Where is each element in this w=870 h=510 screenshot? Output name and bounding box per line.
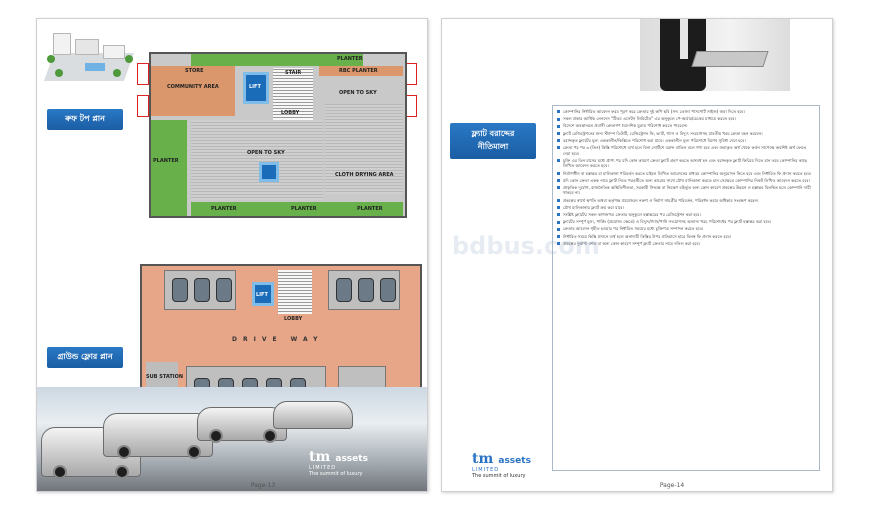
roof-plan-drawing [149,52,407,218]
policy-item: কোম্পানির নির্ধারিত আবেদন ফরম পূরণ করে ক্রেতার দুই কপি ছবি (সদ্য তোলা পাসপোর্ট সাইজ) জমা দিতে হবে। [557,109,815,115]
policy-item: প্রাকৃতিক দুর্যোগ, রাজনৈতিক অস্থিতিশীলতা, সরকারী সিদ্ধান্ত বা নিয়ন্ত্রণ বহির্ভূত অন্য কোন কারণে প্রকল্পের উন্নয়ন ও হস্তান্তর বিলম্বিত হলে কোম্পানি দায়ী থাকবে না। [557,185,815,196]
roof-plan-label: ৰুফ টপ প্লান [47,109,123,130]
policy-item: ক্রেতার আবেদন গৃহীত হওয়ার পর নির্ধারিত সময়ের মধ্যে চুক্তিপত্র সম্পাদন করতে হবে। [557,226,815,232]
policy-item: বরাদ্দকৃত ফ্ল্যাটের মূল্য এককালীন/কিস্তিতে পরিশোধ করা যাবে। এককালীন মূল্য পরিশোধে বিশেষ সুবিধা দেয়া হবে। [557,138,815,144]
rooftop-3d-render [45,25,135,87]
policy-title: ফ্ল্যাট বরাদ্দের নীতিমালা [450,123,536,159]
page-13 [36,18,428,492]
policy-item: প্রকল্পের স্বার্থে স্থপতি অথবা কর্তৃপক্ষ প্রয়োজনে নকশা ও নির্মাণ সামগ্রীর পরিবর্তন, পরিবর্ধন করার অধিকার সংরক্ষণ করেন। [557,198,815,204]
lift-label: LIFT [249,84,261,90]
ground-plan-label: গ্রাউন্ড ফ্লোর প্লান [47,347,123,368]
policy-item: ফ্ল্যাটের সম্পূর্ণ মূল্য, পার্কিং (প্রযোজ্য ক্ষেত্রে) ও বিদ্যুৎ/গ্যাস/পানি সংযোগসহ অন্যান্য খরচ পরিশোধের পর ফ্ল্যাট হস্তান্তর করা হবে। [557,219,815,225]
policy-list [552,105,820,471]
logo-tagline: The summit of luxury [472,473,526,479]
planter-bottom-2-label: PLANTER [291,206,317,212]
policy-item: প্রকল্পের দুর্ভাগ্য বশত বা অন্য কোন কারণে সম্পূর্ণ ফ্ল্যাট ক্রেতার নামে দলিল করা হবে। [557,241,815,247]
store-label: STORE [185,68,204,74]
watermark: bdbus.com [452,232,600,260]
logo-assets: assets [498,456,531,466]
lobby-label: LOBBY [281,110,300,116]
red-marker [137,63,149,85]
red-marker [137,95,149,117]
policy-item: সংশ্লিষ্ট ফ্ল্যাটের সকল কাগজপত্র ক্রেতার অনুকূলে হস্তান্তরের পর রেজিস্ট্রেশন করা হবে। [557,212,815,218]
planter-left-label: PLANTER [153,158,179,164]
policy-item: যৌথ মালিকানায় ফ্ল্যাট ক্রয় করা যাবে। [557,205,815,211]
policy-item: নির্মাণাধীন বা হস্তান্তর বা মালিকানা পরিবর্তন করতে চাইলে লিখিত আবেদনের মাধ্যমে কোম্পানির অনুমোদন নিতে হবে এবং নির্ধারিত ফি প্রদান করতে হবে। [557,171,815,177]
policy-item: বিদেশে অবস্থানরত প্রবাসী ক্রেতাগণ বৈদেশিক মুদ্রায় পরিশোধ করতে পারবেন। [557,123,815,129]
community-area-label: COMMUNITY AREA [167,84,219,90]
cloth-drying-area-label: CLOTH DRYING AREA [335,172,394,178]
open-to-sky-center-label: OPEN TO SKY [247,150,285,156]
logo-limited: LIMITED [472,467,500,473]
planter-top-label: PLANTER [337,56,363,62]
pool-tile [259,162,279,182]
logo-assets: assets [335,454,368,464]
policy-item: সকল প্রকার আর্থিক লেনদেন "টিএম এসেটস লিমিটেড" এর অনুকূলে পে-অর্ডার/চেকের মাধ্যমে করতে হবে। [557,116,815,122]
driveway-label: DRIVE WAY [232,336,324,343]
company-logo [472,448,531,479]
policy-item: চুক্তি এর তিন মাসের মধ্যে প্রাপ্য পর যদি কোন কারণে ক্রেতা ফ্ল্যাট গ্রহণ করতে অসমর্থ হন এবং বরাদ্দকৃত ফ্ল্যাট ফিরিয়ে দিতে চান তবে কোম্পানির কাছে লিখিত আবেদন করতে হবে। [557,158,815,169]
policy-item: যদি কোন ক্রেতা একক নামে ফ্ল্যাট নিতে পরবর্তীতে অন্য কারোর সাথে যৌথ মালিকানা করতে চান সেক্ষেত্রে কোম্পানির নিকট লিখিত আবেদন করতে হবে। [557,178,815,184]
rbc-planter-label: RBC PLANTER [339,68,378,74]
company-logo [309,446,368,477]
businessman-photo [640,19,790,91]
logo-tagline: The summit of luxury [309,471,363,477]
sub-station-label: SUB STATION [146,374,184,380]
page-number: Page-14 [659,482,685,489]
policy-item: নির্ধারিত সময়ে কিস্তি প্রদানে ব্যর্থ হলে অনাদায়ী কিস্তির উপর প্রতিমাসে হারে বিলম্ব ফি প্রদান করতে হবে। [557,234,815,240]
logo-tm: tm [472,451,494,467]
open-to-sky-right-label: OPEN TO SKY [339,90,377,96]
logo-tm: tm [309,449,331,465]
policy-item: ফ্ল্যাট রেজিস্ট্রেশনের জন্য স্ট্যাম্প ডিউটি, রেজিস্ট্রেশন ফি, ভ্যাট, গ্যাস ও বিদ্যুৎ সংযোগসহ যাবতীয় খরচ ক্রেতা বহন করবেন। [557,131,815,137]
planter-bottom-1-label: PLANTER [211,206,237,212]
logo-limited: LIMITED [309,465,337,471]
parking-photo [37,387,428,491]
ground-lift-label: LIFT [256,292,268,298]
page-number: Page-13 [250,482,276,489]
ground-lobby-label: LOBBY [284,316,303,322]
planter-bottom-3-label: PLANTER [357,206,383,212]
stair-label: STAIR [285,70,302,76]
policy-item: ক্রেতা পর পর ৩ (তিন) কিস্তি পরিশোধে ব্যর্থ হলে বিনা নোটিশে বরাদ্দ বাতিল বলে গণ্য হবে এবং জমাকৃত অর্থ থেকে কর্তন সাপেক্ষে অবশিষ্ট অর্থ ফেরত দেয়া হবে। [557,145,815,156]
